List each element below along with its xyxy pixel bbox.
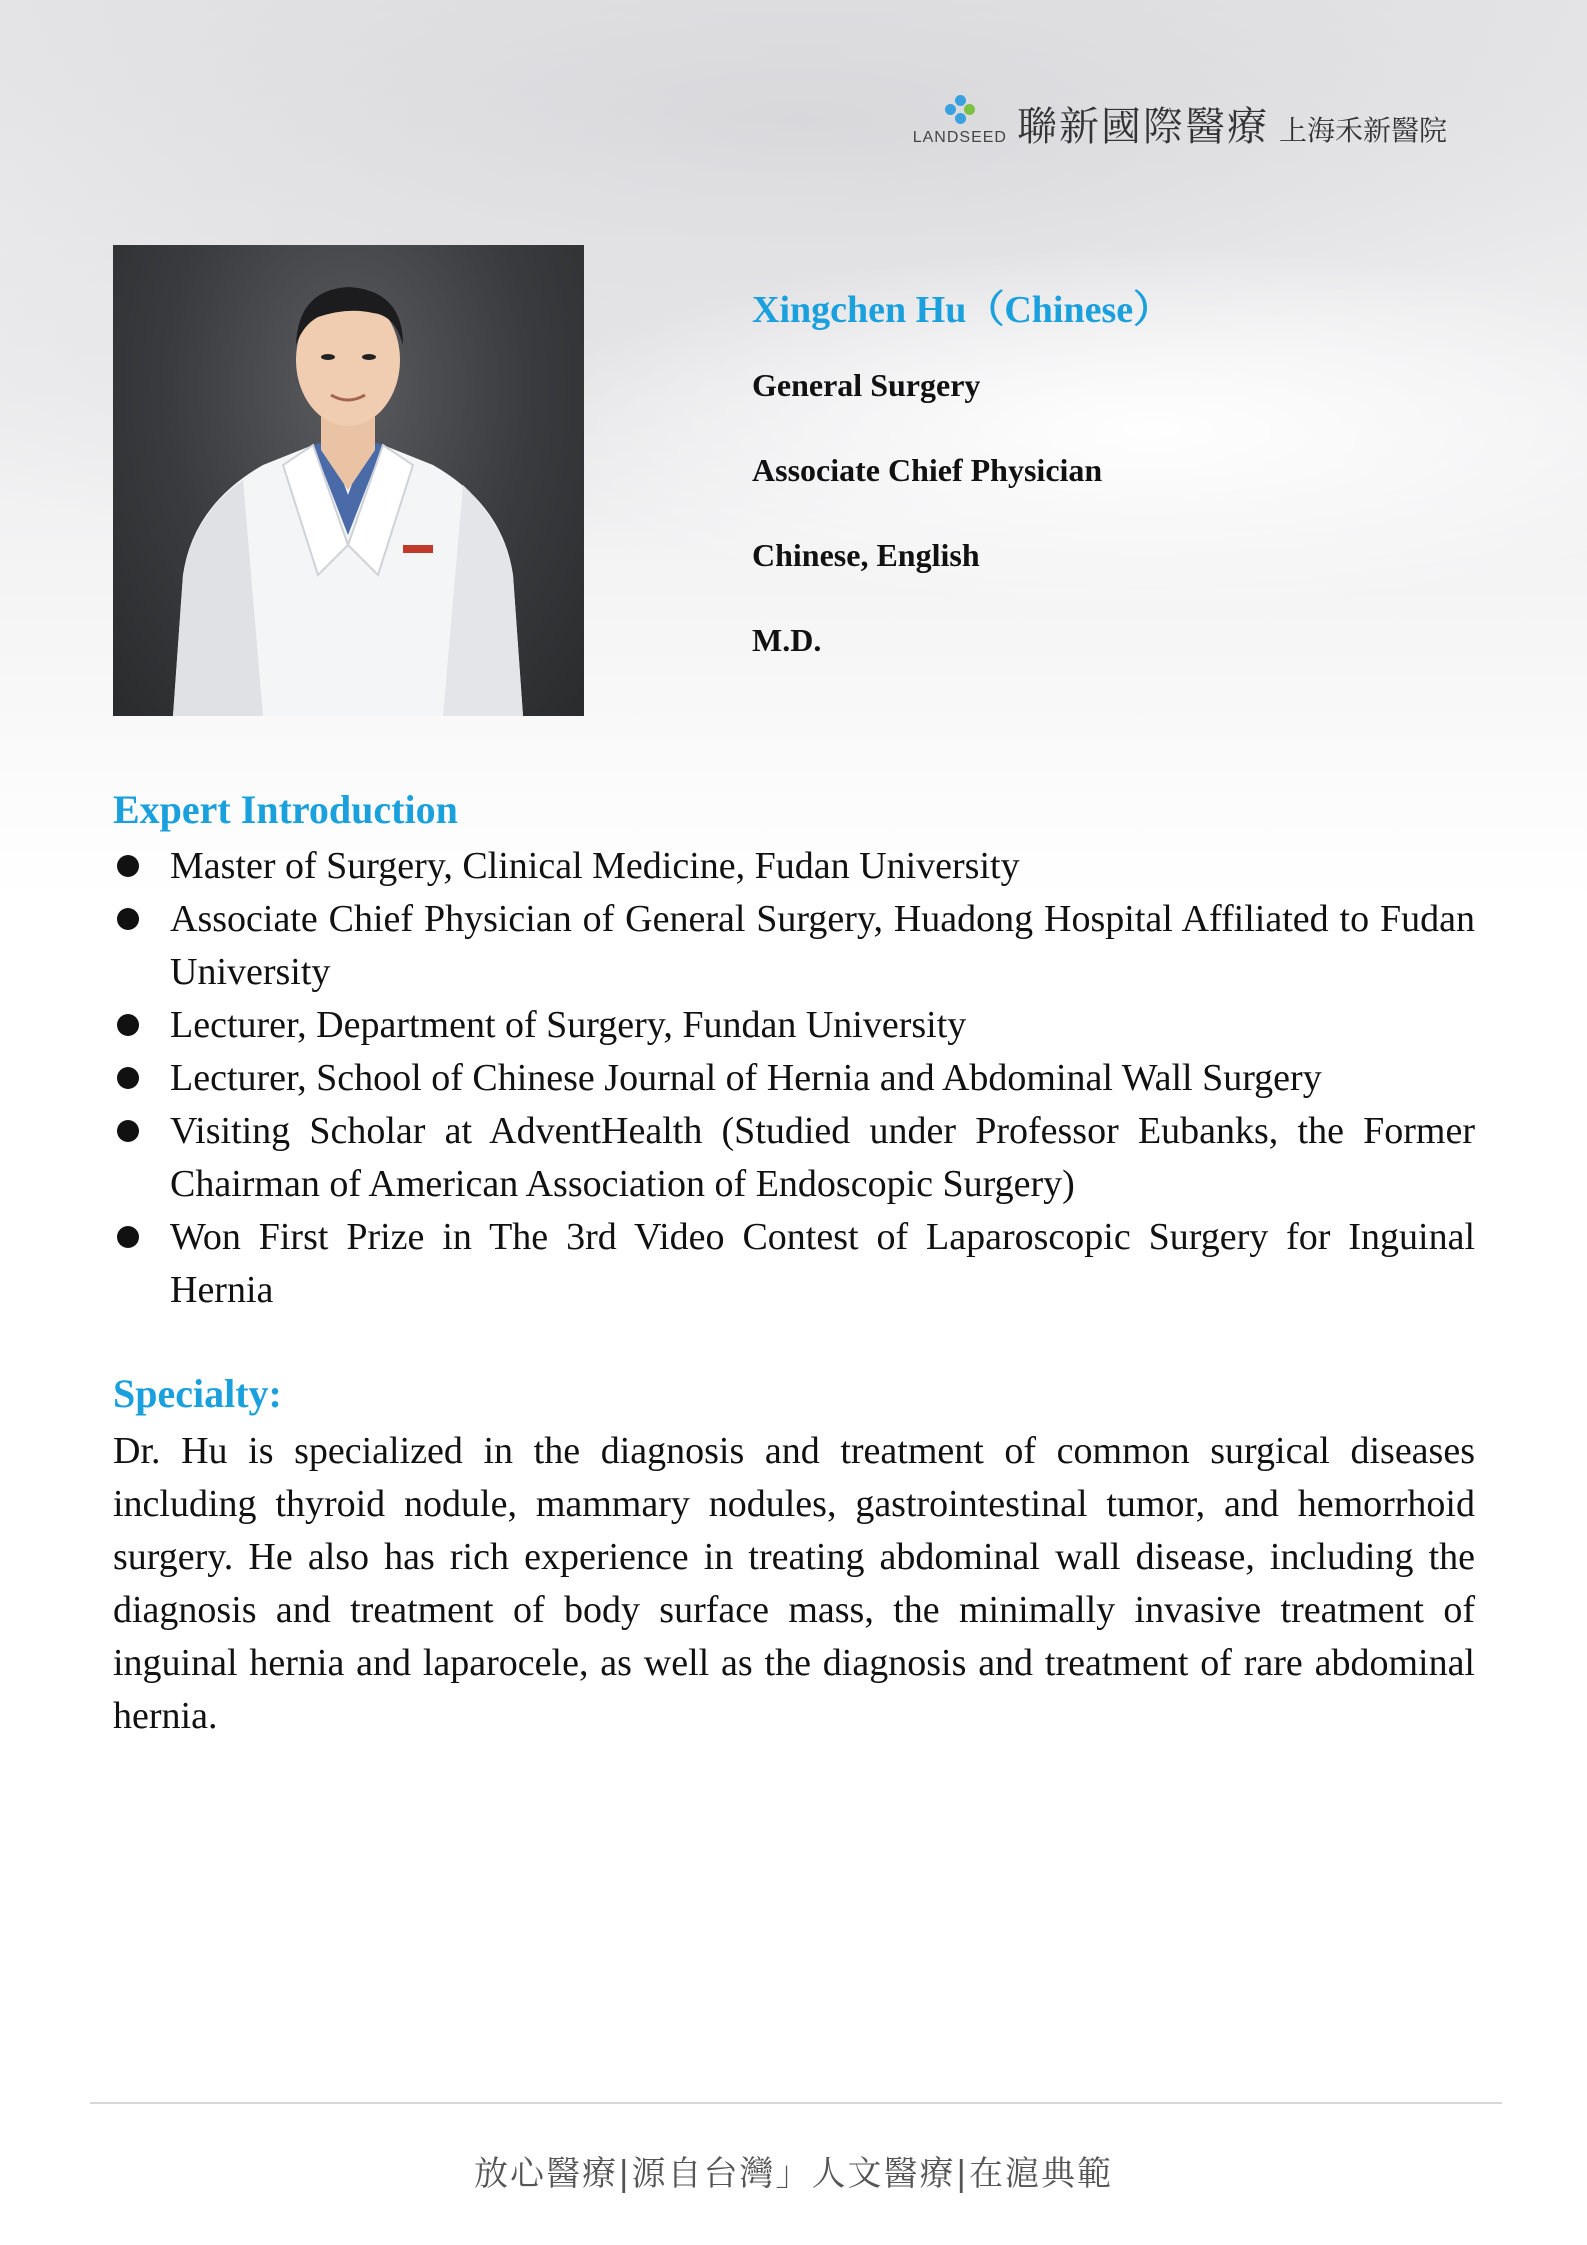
list-item	[113, 1105, 1475, 1211]
bullet-icon	[117, 1226, 139, 1248]
doctor-portrait	[113, 245, 584, 716]
doctor-languages: Chinese, English	[752, 537, 980, 573]
doctor-degree: M.D.	[752, 622, 822, 658]
logo-chinese-name: 聯新國際醫療	[1016, 104, 1269, 150]
footer-slogan: 放心醫療|源自台灣」人文醫療|在滬典範	[474, 2154, 1113, 2194]
list-item-text: Master of Surgery, Clinical Medicine, Fudan University	[170, 845, 1020, 887]
list-item-text: Lecturer, School of Chinese Journal of Hernia and Abdominal Wall Surgery	[170, 1057, 1322, 1099]
logo-dots-icon	[945, 95, 975, 125]
specialty-heading: Specialty:	[113, 1371, 282, 1416]
list-item-text: Won First Prize in The 3rd Video Contest of Laparoscopic Surgery for Inguinal Hernia	[170, 1216, 1475, 1311]
expert-introduction-heading: Expert Introduction	[113, 787, 458, 832]
footer-divider	[90, 2102, 1502, 2104]
doctor-profile	[752, 278, 1171, 707]
expert-introduction-list	[113, 840, 1475, 1317]
bullet-icon	[117, 1014, 139, 1036]
list-item	[113, 999, 1475, 1052]
doctor-department: General Surgery	[752, 367, 981, 403]
specialty-description: Dr. Hu is specialized in the diagnosis and treatment of common surgical diseases including thyroid nodule, mammary nodules, gastrointestinal tumor, and hemorrhoid surgery. He also has rich experience in treating abdominal wall disease, including the diagnosis and treatment of body surface mass, the minimally invasive treatment of inguinal hernia and laparocele, as well as the diagnosis and treatment of rare abdominal hernia.	[113, 1430, 1475, 1737]
list-item	[113, 1052, 1475, 1105]
logo-english-name: LANDSEED	[912, 129, 1007, 146]
landseed-logo-mark	[913, 95, 1007, 147]
bullet-icon	[117, 1120, 139, 1142]
list-item	[113, 1211, 1475, 1317]
doctor-portrait-illustration	[113, 245, 584, 716]
list-item	[113, 893, 1475, 999]
list-item-text: Lecturer, Department of Surgery, Fundan University	[170, 1004, 967, 1046]
doctor-name: Xingchen Hu（Chinese）	[752, 289, 1172, 331]
bullet-icon	[117, 1067, 139, 1089]
bullet-icon	[117, 908, 139, 930]
list-item-text: Associate Chief Physician of General Surgery, Huadong Hospital Affiliated to Fudan University	[170, 898, 1475, 993]
doctor-title: Associate Chief Physician	[752, 452, 1103, 488]
list-item-text: Visiting Scholar at AdventHealth (Studied under Professor Eubanks, the Former Chairman of American Association of Endoscopic Surgery)	[170, 1110, 1475, 1205]
hospital-logo	[912, 95, 1447, 150]
bullet-icon	[117, 855, 139, 877]
list-item	[113, 840, 1475, 893]
logo-hospital-name: 上海禾新醫院	[1278, 114, 1447, 147]
